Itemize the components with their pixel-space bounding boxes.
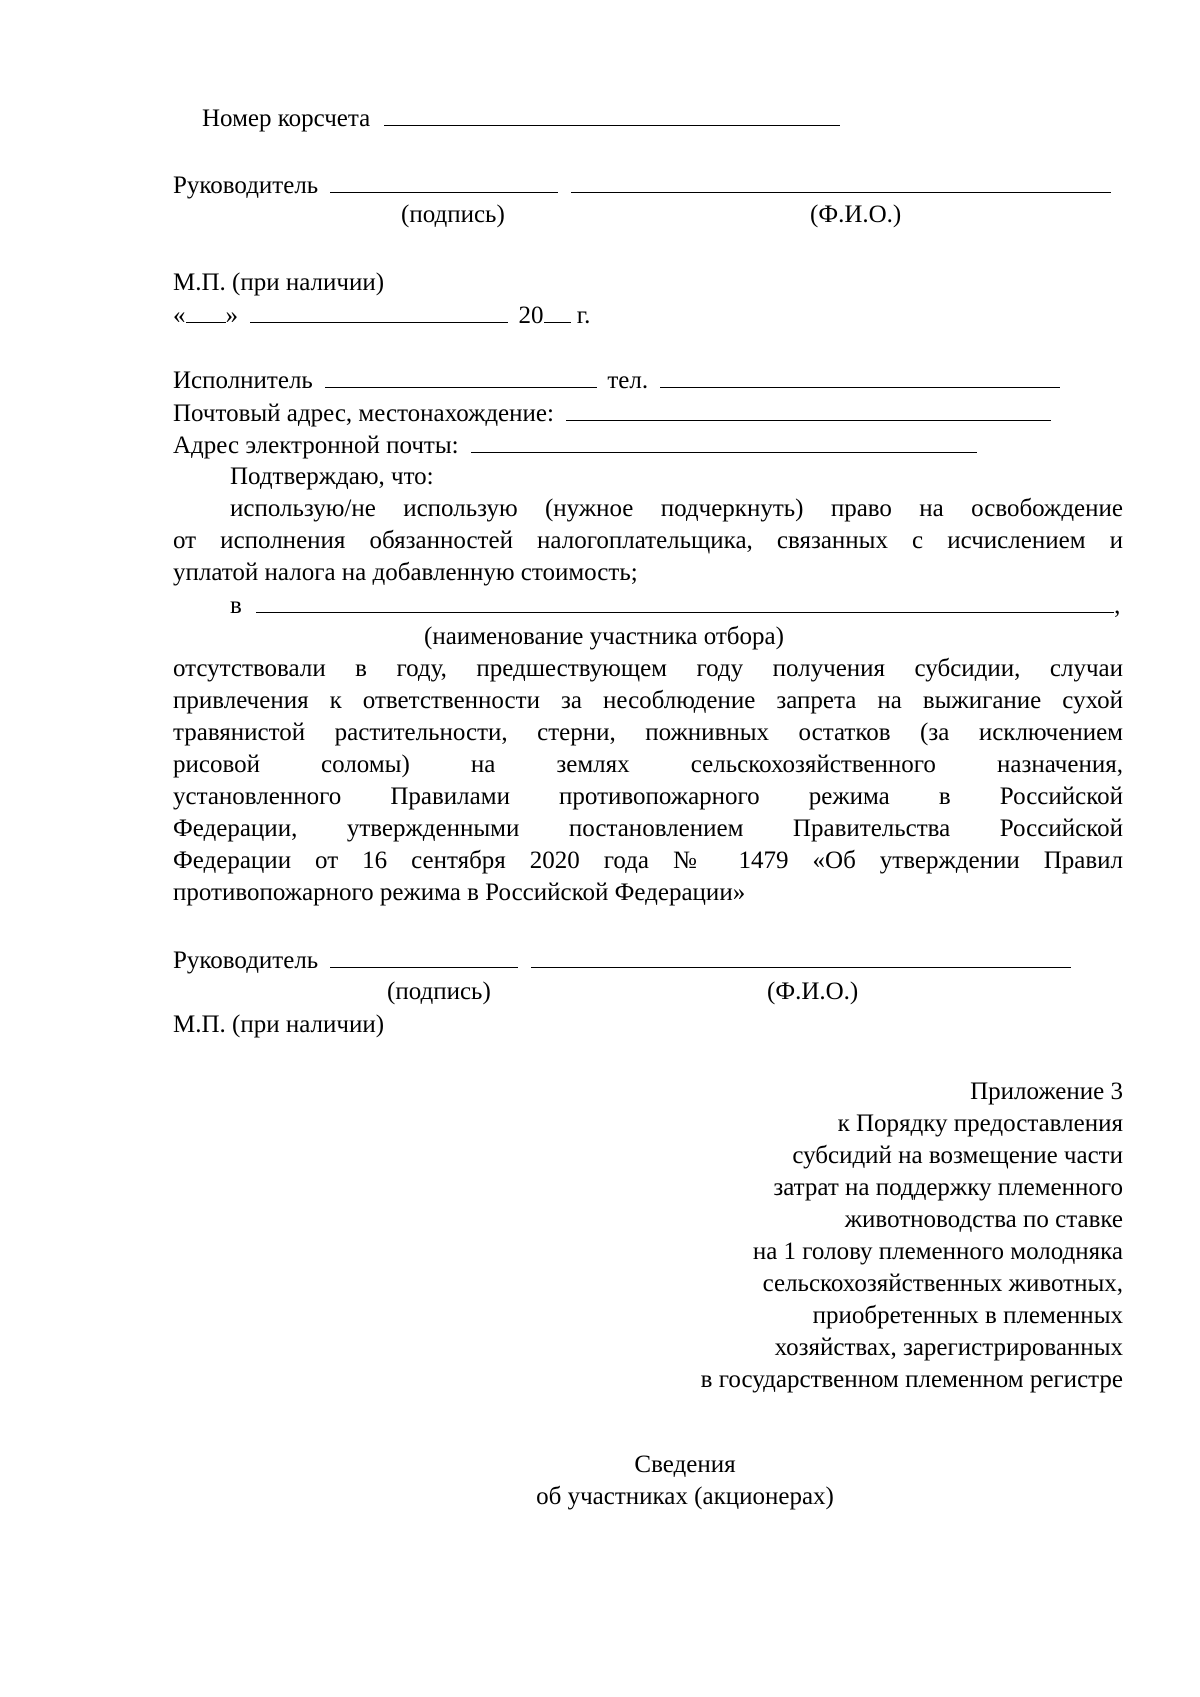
head1-sign-caption: (подпись) bbox=[401, 201, 505, 228]
postal-field[interactable] bbox=[566, 398, 1051, 421]
confirm-p2-line-4: рисовой соломы) на землях сельскохозяйственного назначения, bbox=[173, 751, 1123, 778]
confirm-line-3: уплатой налога на добавленную стоимость; bbox=[173, 559, 638, 586]
executor-row bbox=[173, 365, 1060, 396]
stamp2-label: М.П. (при наличии) bbox=[173, 1011, 385, 1038]
appendix-line: Приложение 3 bbox=[970, 1078, 1123, 1105]
head2-fio-caption: (Ф.И.О.) bbox=[767, 978, 859, 1005]
confirm-line-1: использую/не использую (нужное подчеркнуть) право на освобождение bbox=[230, 495, 1123, 522]
email-field[interactable] bbox=[471, 430, 977, 453]
date-row bbox=[173, 300, 590, 331]
section-subtitle: об участниках (акционерах) bbox=[536, 1483, 834, 1510]
head2-sign-caption: (подпись) bbox=[387, 978, 491, 1005]
head1-fio-field[interactable] bbox=[571, 170, 1111, 193]
confirm-p2-line-7: Федерации от 16 сентября 2020 года № 1479 «Об утверждении Правил bbox=[173, 847, 1123, 874]
appendix-line: хозяйствах, зарегистрированных bbox=[774, 1334, 1123, 1361]
confirm-p2-line-3: травянистой растительности, стерни, пожнивных остатков (за исключением bbox=[173, 719, 1123, 746]
head2-label: Руководитель bbox=[173, 947, 319, 974]
appendix-line: субсидий на возмещение части bbox=[792, 1142, 1123, 1169]
date-day-field[interactable] bbox=[186, 300, 226, 323]
account-label: Номер корсчета bbox=[202, 105, 371, 132]
head1-signature-field[interactable] bbox=[330, 170, 558, 193]
appendix-line: затрат на поддержку племенного bbox=[773, 1174, 1123, 1201]
head2-row bbox=[173, 945, 1071, 976]
appendix-line: сельскохозяйственных животных, bbox=[762, 1270, 1123, 1297]
confirm-line-2: от исполнения обязанностей налогоплательщика, связанных с исчислением и bbox=[173, 527, 1123, 554]
head1-label: Руководитель bbox=[173, 172, 319, 199]
date-year-prefix: 20 bbox=[518, 302, 544, 329]
appendix-line: к Порядку предоставления bbox=[837, 1110, 1123, 1137]
appendix-line: в государственном племенном регистре bbox=[700, 1366, 1123, 1393]
participant-row bbox=[230, 590, 1120, 621]
appendix-line: приобретенных в племенных bbox=[812, 1302, 1123, 1329]
confirm-p2-line-1: отсутствовали в году, предшествующем году получения субсидии, случаи bbox=[173, 655, 1123, 682]
appendix-block bbox=[701, 1076, 1123, 1396]
stamp1-label: М.П. (при наличии) bbox=[173, 269, 385, 296]
head1-row bbox=[173, 170, 1111, 201]
date-open-quote: « bbox=[173, 302, 186, 329]
account-row bbox=[202, 103, 840, 134]
confirm-p2-line-2: привлечения к ответственности за несоблюдение запрета на выжигание сухой bbox=[173, 687, 1123, 714]
account-field[interactable] bbox=[384, 103, 840, 126]
confirm-p2-line-6: Федерации, утвержденными постановлением Правительства Российской bbox=[173, 815, 1123, 842]
head1-fio-caption: (Ф.И.О.) bbox=[810, 201, 902, 228]
appendix-line: на 1 голову племенного молодняка bbox=[752, 1238, 1123, 1265]
appendix-line: животноводства по ставке bbox=[844, 1206, 1123, 1233]
participant-comma: , bbox=[1114, 592, 1121, 619]
head2-signature-field[interactable] bbox=[330, 945, 518, 968]
participant-caption: (наименование участника отбора) bbox=[424, 623, 784, 650]
email-row bbox=[173, 430, 977, 461]
confirm-p2-line-5: установленного Правилами противопожарного режима в Российской bbox=[173, 783, 1123, 810]
executor-field[interactable] bbox=[325, 365, 597, 388]
postal-label: Почтовый адрес, местонахождение: bbox=[173, 400, 554, 427]
participant-field[interactable] bbox=[256, 590, 1114, 613]
date-close-quote: » bbox=[225, 302, 238, 329]
confirm-p2-line-8: противопожарного режима в Российской Федерации» bbox=[173, 879, 746, 906]
email-label: Адрес электронной почты: bbox=[173, 432, 459, 459]
date-year-field[interactable] bbox=[544, 300, 571, 323]
head2-fio-field[interactable] bbox=[531, 945, 1071, 968]
executor-phone-field[interactable] bbox=[660, 365, 1060, 388]
participant-in-label: в bbox=[230, 592, 242, 619]
executor-phone-label: тел. bbox=[607, 367, 649, 394]
executor-label: Исполнитель bbox=[173, 367, 313, 394]
date-month-field[interactable] bbox=[250, 300, 508, 323]
confirm-intro: Подтверждаю, что: bbox=[230, 463, 434, 490]
date-year-suffix: г. bbox=[576, 302, 591, 329]
section-title: Сведения bbox=[634, 1451, 736, 1478]
postal-row bbox=[173, 398, 1051, 429]
